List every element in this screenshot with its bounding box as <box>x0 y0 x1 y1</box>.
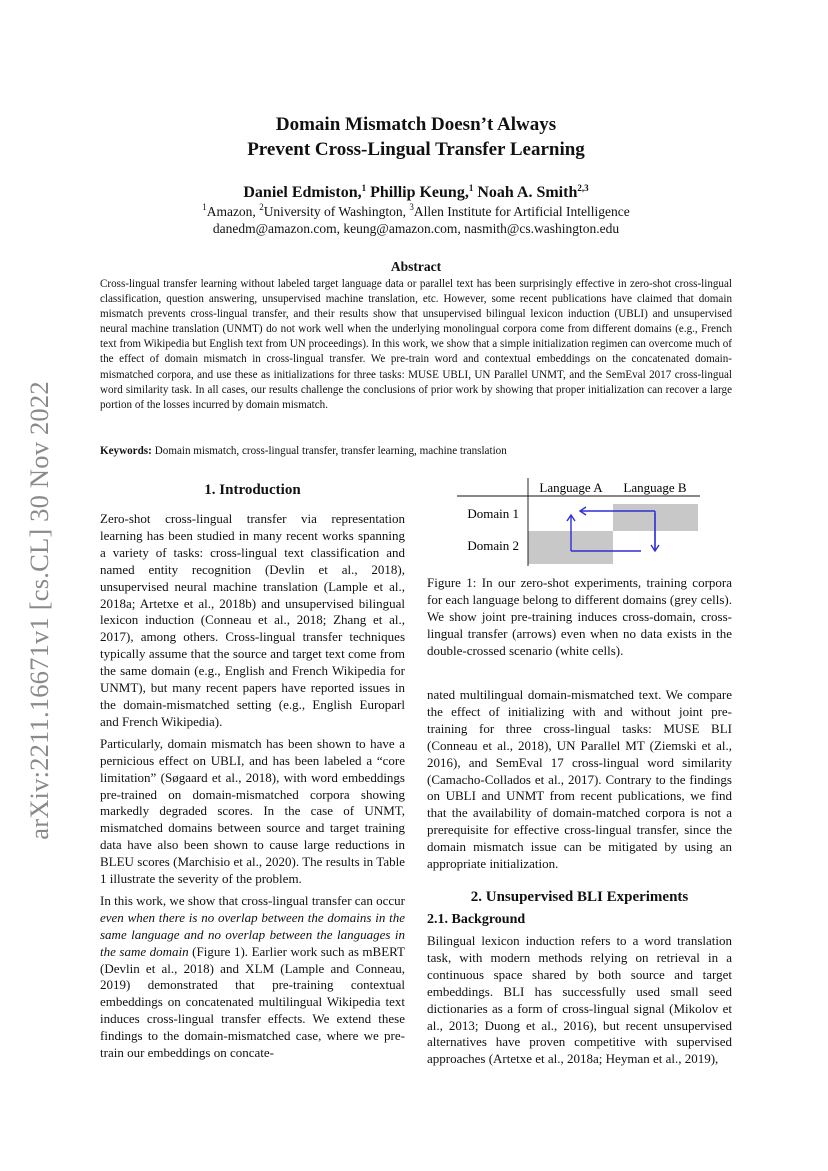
author-affiliation-mark: 1 <box>361 183 367 193</box>
right-column <box>427 687 732 878</box>
intro-paragraph-4: nated multilingual domain-mismatched text. We compare the effect of initializing with and without joint pre-training for three cross-lingual tasks: MUSE BLI (Conneau et al., 2018), UN Parallel MT (Ziemski et al., 2016), and SemEval 17 cross-lingual word similarity (Camacho-Collados et al., 2017). Contrary to the findings on UBLI and UNMT from recent publications, we find that the availability of domain-matched corpora is not a prerequisite for effective cross-lingual transfer, since the domain mismatch issue can be mitigated by using an appropriate initialization. <box>427 687 732 872</box>
author-affiliation-mark: 1 <box>468 183 474 193</box>
emphasized-text: even when there is no overlap between the domains in the same language and no overlap between the languages in the same domain <box>100 909 405 959</box>
author-affiliation-mark: 2,3 <box>577 183 589 193</box>
figure-1-caption: Figure 1: In our zero-shot experiments, training corpora for each language belong to different domains (grey cells). We show joint pre-training induces cross-domain, cross-lingual transfer (arrows) even when no data exists in the double-crossed scenario (white cells). <box>427 575 732 658</box>
author-list <box>100 183 732 203</box>
author-name: Daniel Edmiston, <box>243 184 362 201</box>
left-column <box>100 511 405 1067</box>
affiliation-name: University of Washington, <box>263 204 410 219</box>
affiliation-name: Allen Institute for Artificial Intelligence <box>413 204 630 219</box>
intro-paragraph-3 <box>100 893 405 1062</box>
subsection-2-1-heading: 2.1. Background <box>427 912 526 927</box>
affiliation-name: Amazon, <box>206 204 260 219</box>
keywords <box>100 444 732 459</box>
affiliation-line <box>100 203 732 220</box>
text-run: (Figure 1). Earlier work such as mBERT (Devlin et al., 2018) and XLM (Lample and Conneau, 2019) demonstrated that pre-training contextual embeddings on concatenated multilingual Wikipedia text induces cross-lingual transfer effects. We extend these findings to the domain-mismatched case, where we pre-train our embeddings on concate- <box>100 943 405 1061</box>
intro-paragraph-2: Particularly, domain mismatch has been shown to have a pernicious effect on UBLI, and has been labeled a “core limitation” (Søgaard et al., 2018), with word embeddings pre-trained on domain-mismatched corpora showing markedly degraded scores. In the case of UNMT, mismatched domains between source and target training data have also been shown to cause large reductions in BLEU scores (Marchisio et al., 2020). The results in Table 1 illustrate the severity of the problem. <box>100 735 405 887</box>
paper-title <box>100 112 732 162</box>
affiliations <box>100 203 732 237</box>
column-label-language-a: Language A <box>539 480 603 495</box>
author-name: Noah A. Smith <box>473 184 578 201</box>
background-paragraph-1: Bilingual lexicon induction refers to a word translation task, with modern methods relying on retrieval in a continuous space shared by both source and target embeddings. BLI has successfully used small seed dictionaries as a form of cross-lingual signal (Mikolov et al., 2013; Duong et al., 2016), but recent unsupervised alternatives have proven competitive with supervised approaches (Artetxe et al., 2018a; Heyman et al., 2019), <box>427 933 732 1067</box>
author-name: Phillip Keung, <box>366 184 469 201</box>
abstract-heading: Abstract <box>390 259 442 274</box>
section-2-body <box>427 933 732 1073</box>
abstract-text: Cross-lingual transfer learning without labeled target language data or parallel text has been surprisingly effective in zero-shot cross-lingual classification, question answering, unsupervised machine translation, etc. However, some recent publications have claimed that domain mismatch prevents cross-lingual transfer, and their results show that unsupervised bilingual lexicon induction (UBLI) and unsupervised neural machine translation (UNMT) do not work well when the underlying monolingual corpora come from different domains (e.g., French text from Wikipedia but English text from UN proceedings). In this work, we show that a simple initialization regimen can overcome much of the effect of domain mismatch in cross-lingual transfer. We pre-train word and contextual embeddings on the concatenated domain-mismatched corpora, and use these as initializations for three tasks: MUSE UBLI, UN Parallel UNMT, and the SemEval 2017 cross-lingual word similarity task. In all cases, our results challenge the conclusions of prior work by showing that proper initialization can recover a large portion of the losses incurred by domain mismatch. <box>100 278 732 411</box>
affiliation-mark: 1 <box>202 202 207 212</box>
arxiv-sidebar-stamp <box>14 360 64 860</box>
author-emails: danedm@amazon.com, keung@amazon.com, nasmith@cs.washington.edu <box>212 221 620 236</box>
row-label-domain-2: Domain 2 <box>467 538 519 553</box>
title-line-2: Prevent Cross-Lingual Transfer Learning <box>247 139 585 160</box>
figure-1-diagram <box>455 476 705 576</box>
title-line-1: Domain Mismatch Doesn’t Always <box>275 114 557 135</box>
intro-paragraph-1: Zero-shot cross-lingual transfer via representation learning has been studied in many recent works spanning a variety of tasks: cross-lingual text classification and named entity recognition (Devlin et al., 2018), unsupervised neural machine translation (Lample et al., 2018a; Artetxe et al., 2018b) and unsupervised bilingual lexicon induction (Conneau et al., 2018; Zhang et al., 2017), among others. Cross-lingual transfer techniques typically assume that the source and target text come from the same domain (e.g., English and French Wikipedia for UNMT), but many recent papers have reported issues in the domain-mismatched setting (e.g., English Europarl and French Wikipedia). <box>100 511 405 729</box>
keywords-label: Keywords: <box>100 445 152 457</box>
section-2-heading: 2. Unsupervised BLI Experiments <box>470 889 689 905</box>
affiliation-mark: 3 <box>409 202 414 212</box>
affiliation-mark: 2 <box>259 202 264 212</box>
row-label-domain-1: Domain 1 <box>467 506 519 521</box>
text-run: In this work, we show that cross-lingual transfer can occur <box>100 892 405 908</box>
section-1-heading: 1. Introduction <box>204 482 301 498</box>
keywords-text: Domain mismatch, cross-lingual transfer, transfer learning, machine translation <box>154 445 507 457</box>
column-label-language-b: Language B <box>623 480 687 495</box>
arxiv-id: arXiv:2211.16671v1 [cs.CL] 30 Nov 2022 <box>23 380 54 840</box>
